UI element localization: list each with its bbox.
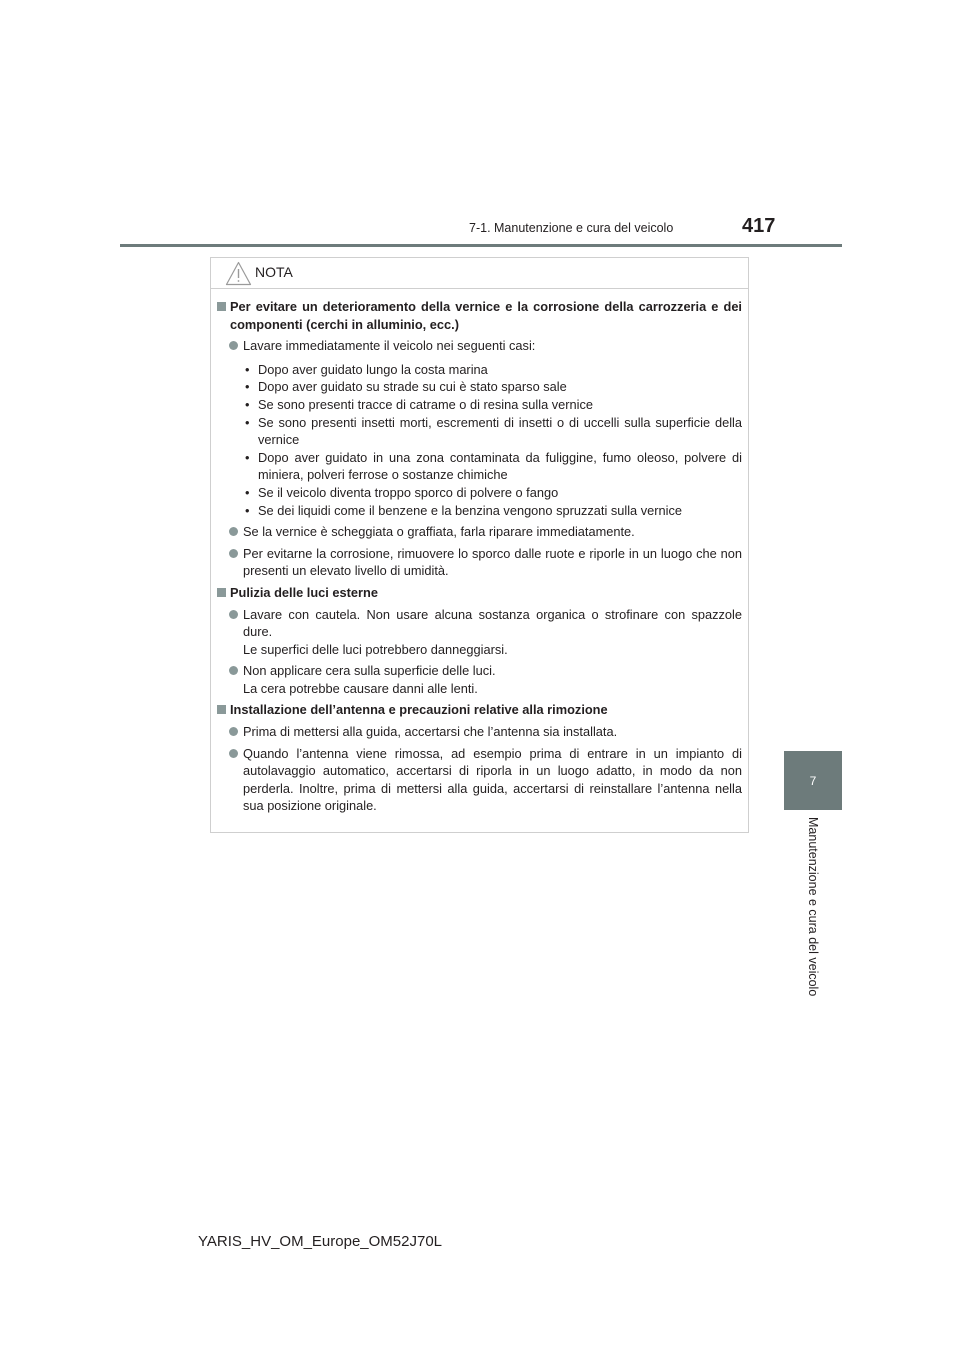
dot-bullet-icon: • — [245, 449, 250, 465]
list-item: • Dopo aver guidato in una zona contaminata da fuliggine, fumo oleoso, polvere di miniera, polveri ferrose o sostanze chimiche — [245, 449, 742, 483]
list-item: • Se sono presenti insetti morti, escrementi di insetti o di uccelli sulla superficie della vernice — [245, 414, 742, 448]
list-item: Se la vernice è scheggiata o graffiata, farla riparare immediatamente. — [217, 523, 742, 541]
list-item: • Se sono presenti tracce di catrame o di resina sulla vernice — [245, 396, 594, 412]
list-item: • Dopo aver guidato lungo la costa marina — [245, 361, 488, 377]
circle-bullet-icon — [229, 341, 238, 350]
chapter-number: 7 — [809, 773, 817, 788]
dot-bullet-icon: • — [245, 484, 250, 500]
circle-bullet-icon — [229, 666, 238, 675]
conditions-list — [217, 361, 742, 519]
list-item: Per evitarne la corrosione, rimuovere lo sporco dalle ruote e riporle in un luogo che non presenti un elevato livello di umidità. — [217, 545, 742, 580]
page-number: 417 — [742, 215, 776, 237]
circle-bullet-icon — [229, 549, 238, 558]
list-item: Quando l’antenna viene rimossa, ad esempio prima di entrare in un impianto di autolavaggio automatico, accertarsi di riporla in un luogo adatto, in modo da non perderla. Inoltre, prima di mettersi alla guida, accertarsi di reinstallare l’antenna nella sua posizione originale. — [217, 745, 742, 815]
section-heading-exterior-lights: Pulizia delle luci esterne — [217, 584, 742, 602]
circle-bullet-icon — [229, 610, 238, 619]
footer-doc-code: YARIS_HV_OM_Europe_OM52J70L — [198, 1233, 443, 1250]
list-item: • Se il veicolo diventa troppo sporco di polvere o fango — [245, 484, 559, 500]
dot-bullet-icon: • — [245, 502, 250, 518]
chapter-side-label: Manutenzione e cura del veicolo — [806, 817, 820, 997]
section-heading-paint-protection: Per evitare un deterioramento della vernice e la corrosione della carrozzeria e dei componenti (cerchi in alluminio, ecc.) — [217, 298, 742, 333]
nota-body — [217, 298, 742, 819]
circle-bullet-icon — [229, 527, 238, 536]
nota-title: NOTA — [255, 264, 293, 280]
dot-bullet-icon: • — [245, 414, 250, 430]
section-heading-antenna: Installazione dell’antenna e precauzioni relative alla rimozione — [217, 701, 742, 719]
dot-bullet-icon: • — [245, 361, 250, 377]
dot-bullet-icon: • — [245, 379, 250, 395]
square-bullet-icon — [217, 588, 226, 597]
list-item: Lavare con cautela. Non usare alcuna sostanza organica o strofinare con spazzole dure. Le superfici delle luci potrebbero danneggiarsi. — [217, 606, 742, 659]
chapter-tab — [784, 751, 842, 810]
header-divider — [120, 244, 842, 247]
list-item: • Dopo aver guidato su strade su cui è stato sparso sale — [245, 379, 567, 395]
dot-bullet-icon: • — [245, 396, 250, 412]
warning-triangle-icon — [225, 261, 252, 286]
list-item: Non applicare cera sulla superficie delle luci. La cera potrebbe causare danni alle lenti. — [217, 662, 742, 697]
square-bullet-icon — [217, 302, 226, 311]
circle-bullet-icon — [229, 749, 238, 758]
header-section-title: 7-1. Manutenzione e cura del veicolo — [469, 221, 674, 235]
list-item: • Se dei liquidi come il benzene e la benzina vengono spruzzati sulla vernice — [245, 502, 682, 518]
list-item: Prima di mettersi alla guida, accertarsi che l’antenna sia installata. — [217, 723, 742, 741]
nota-notice-box — [210, 257, 749, 833]
list-item: Lavare immediatamente il veicolo nei seguenti casi: — [217, 337, 742, 355]
circle-bullet-icon — [229, 727, 238, 736]
nota-header — [211, 258, 748, 289]
square-bullet-icon — [217, 705, 226, 714]
